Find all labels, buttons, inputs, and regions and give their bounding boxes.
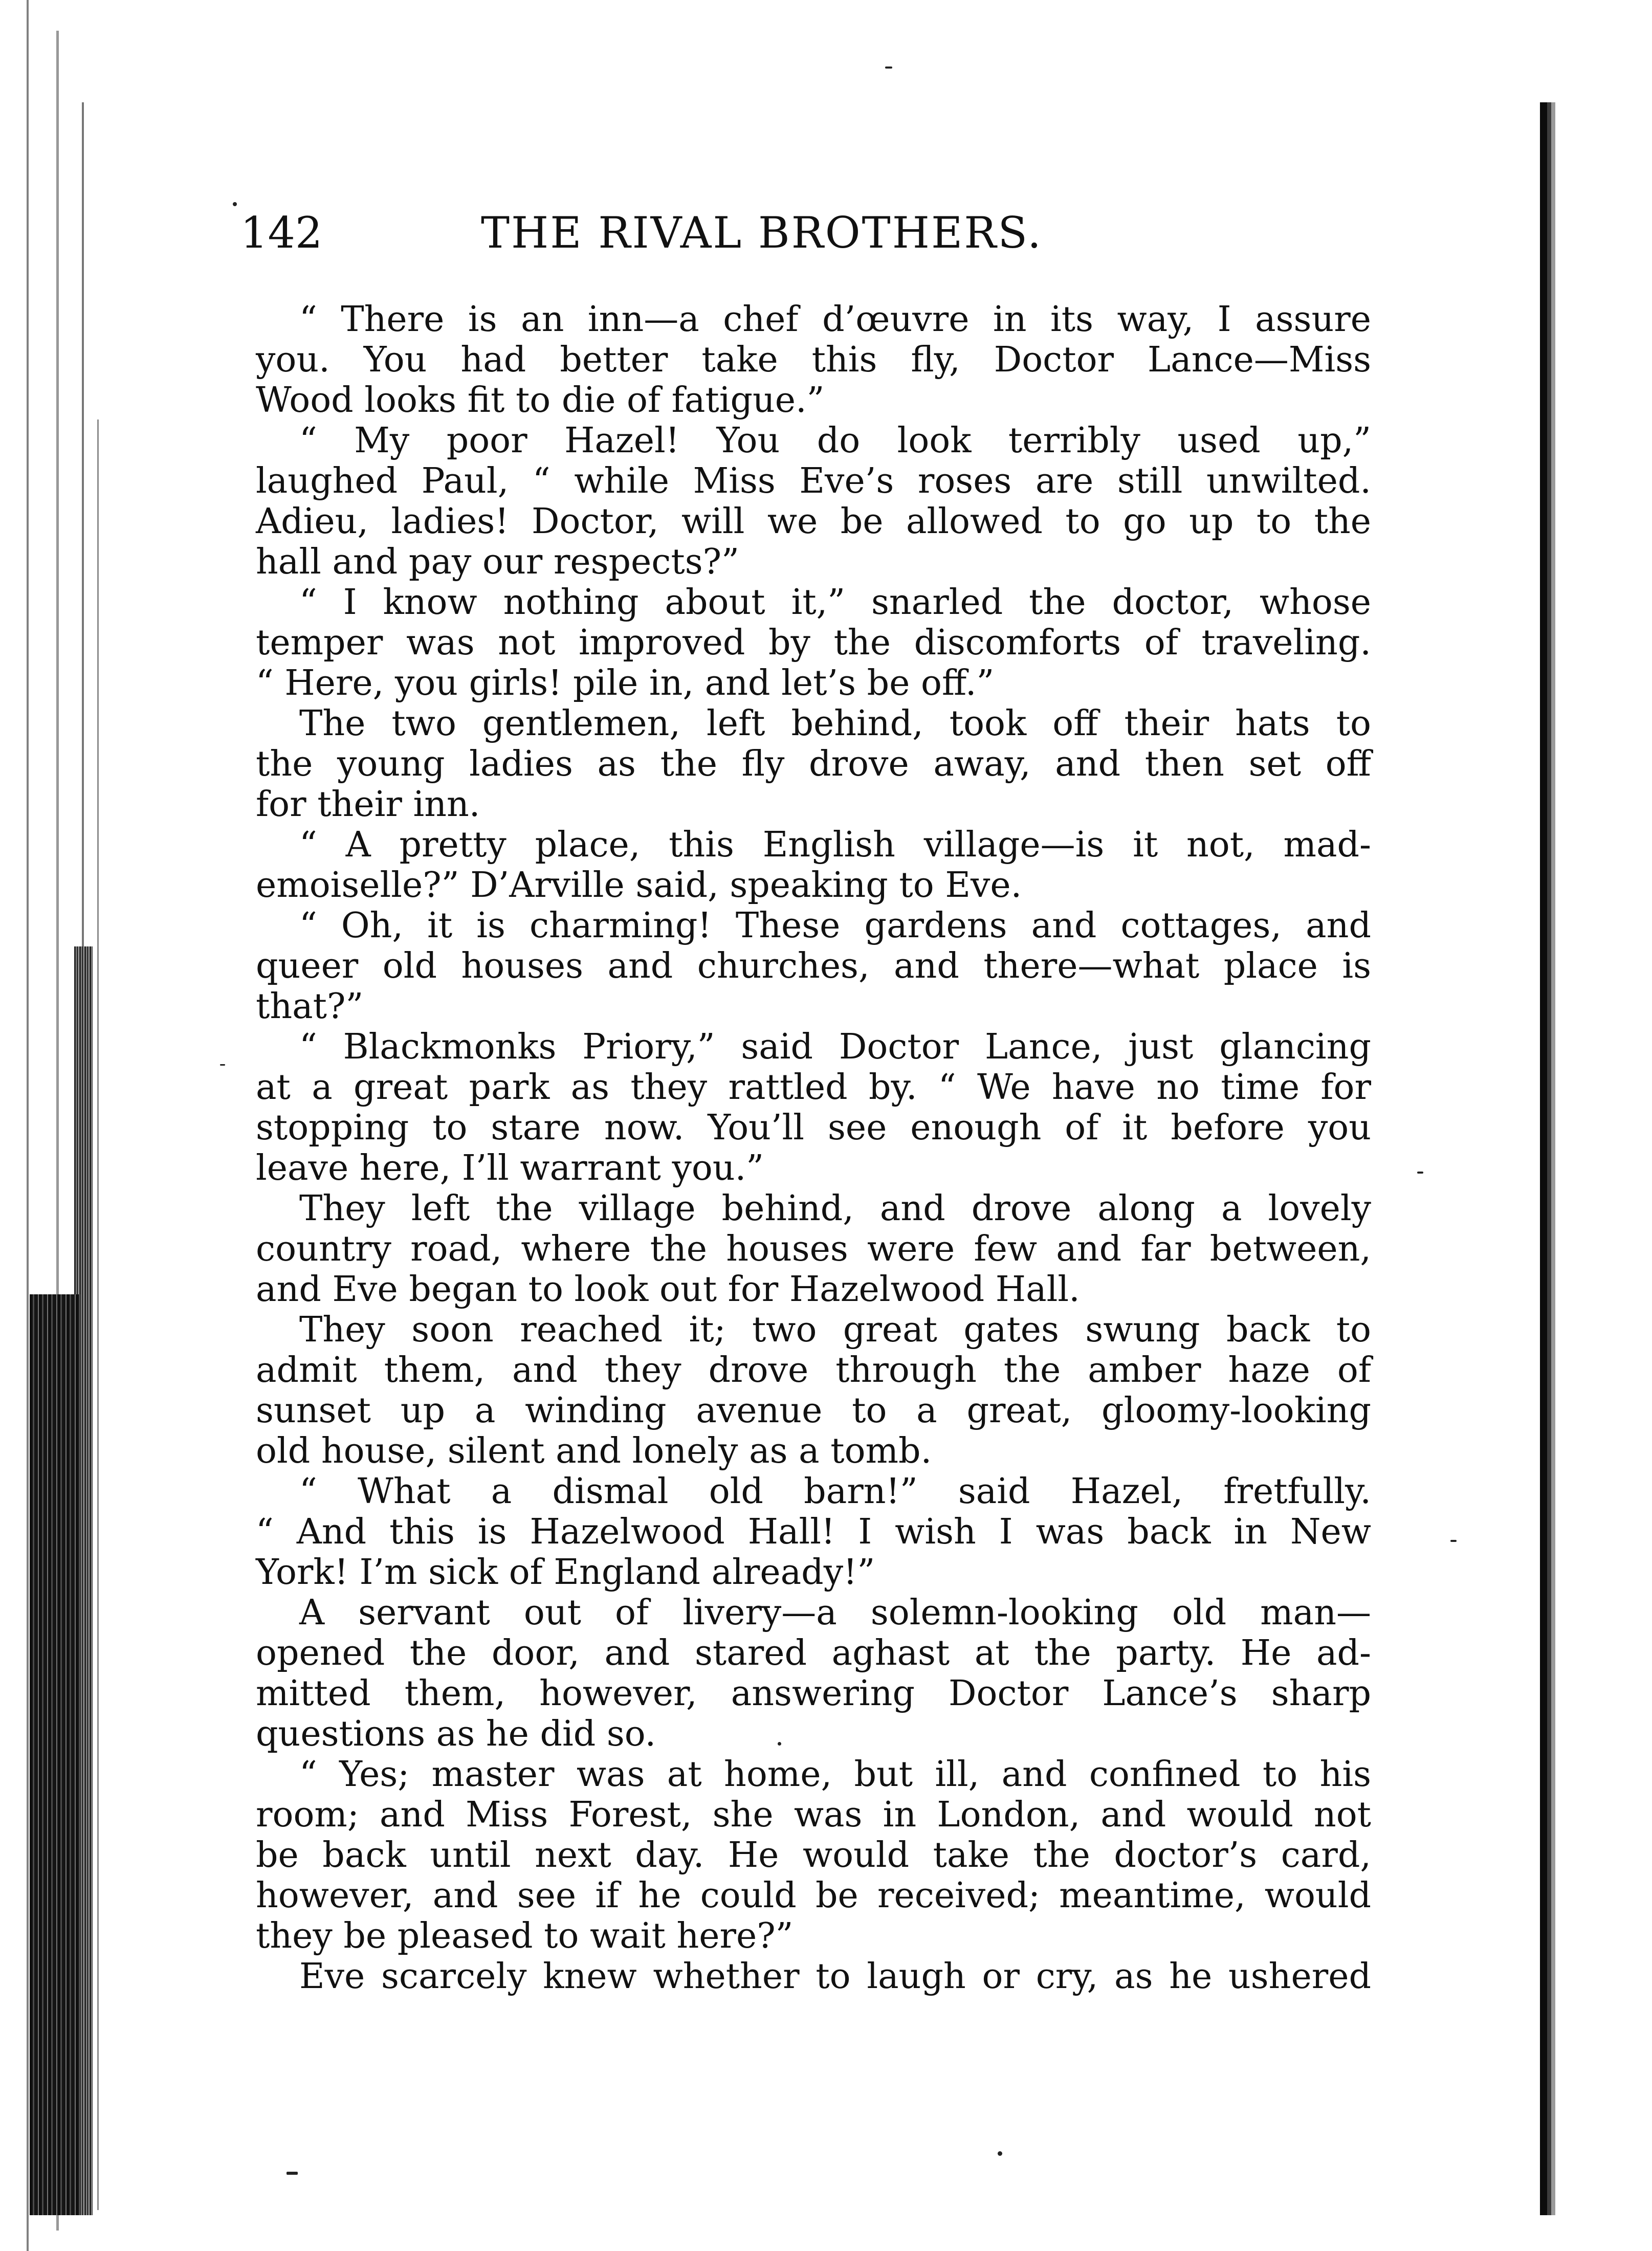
- paragraph: [256, 299, 1371, 421]
- book-title: THE RIVAL BROTHERS.: [481, 208, 1043, 258]
- text-line: queer old houses and churches, and there—what place is: [256, 946, 1371, 986]
- text-line: “ Oh, it is charming! These gardens and cottages, and: [299, 906, 1371, 946]
- text-line: sunset up a winding avenue to a great, gloomy-looking: [256, 1391, 1371, 1431]
- scan-speck: [885, 67, 892, 69]
- text-line: hall and pay our respects?”: [256, 542, 739, 582]
- text-line: “ There is an inn—a chef d’œuvre in its way, I assure: [299, 299, 1371, 340]
- text-line: you. You had better take this fly, Doctor Lance—Miss: [256, 340, 1371, 380]
- paragraph: [256, 1471, 1371, 1593]
- text-line: stopping to stare now. You’ll see enough of it before you: [256, 1108, 1371, 1148]
- text-line: “ Here, you girls! pile in, and let’s be off.”: [256, 663, 995, 703]
- text-line: for their inn.: [256, 784, 480, 825]
- text-line: questions as he did so.: [256, 1714, 656, 1754]
- text-line: York! I’m sick of England already!”: [256, 1552, 875, 1593]
- text-line: A servant out of livery—a solemn-looking old man—: [299, 1593, 1371, 1633]
- text-line: “ What a dismal old barn!” said Hazel, fretfully.: [299, 1471, 1371, 1512]
- scan-right-page-edge: [1540, 102, 1555, 2215]
- text-line: country road, where the houses were few and far between,: [256, 1229, 1371, 1269]
- text-line: “ A pretty place, this English village—is it not, mad-: [299, 825, 1371, 865]
- paragraph: [256, 825, 1371, 906]
- paragraph: [256, 1310, 1371, 1471]
- text-line: Eve scarcely knew whether to laugh or cry, as he ushered: [299, 1956, 1371, 1997]
- text-line: however, and see if he could be received; meantime, would: [256, 1875, 1371, 1916]
- text-line: that?”: [256, 986, 364, 1027]
- text-line: Adieu, ladies! Doctor, will we be allowed to go up to the: [256, 501, 1371, 542]
- scan-speck: [233, 202, 237, 206]
- page-number: 142: [240, 208, 323, 258]
- paragraph: [256, 1188, 1371, 1310]
- text-line: and Eve began to look out for Hazelwood Hall.: [256, 1269, 1080, 1310]
- text-line: “ Blackmonks Priory,” said Doctor Lance, just glancing: [299, 1027, 1371, 1067]
- text-line: be back until next day. He would take the doctor’s card,: [256, 1835, 1371, 1875]
- text-line: admit them, and they drove through the amber haze of: [256, 1350, 1371, 1391]
- text-line: old house, silent and lonely as a tomb.: [256, 1431, 932, 1471]
- running-head: [240, 207, 1120, 269]
- text-line: They soon reached it; two great gates swung back to: [299, 1310, 1371, 1350]
- paragraph: [256, 582, 1371, 703]
- paragraph: [256, 906, 1371, 1027]
- text-line: The two gentlemen, left behind, took off their hats to: [299, 703, 1371, 744]
- text-line: room; and Miss Forest, she was in London, and would not: [256, 1795, 1371, 1835]
- text-line: at a great park as they rattled by. “ We have no time for: [256, 1067, 1371, 1108]
- paragraph: [256, 1754, 1371, 1956]
- scan-speck: [998, 2151, 1002, 2156]
- text-line: temper was not improved by the discomforts of traveling.: [256, 623, 1371, 663]
- text-line: “ My poor Hazel! You do look terribly used up,”: [299, 421, 1371, 461]
- text-line: the young ladies as the fly drove away, and then set off: [256, 744, 1371, 784]
- paragraph: [256, 1956, 1371, 1997]
- scan-speck: [1450, 1540, 1457, 1542]
- text-line: emoiselle?” D’Arville said, speaking to Eve.: [256, 865, 1022, 906]
- text-line: They left the village behind, and drove along a lovely: [299, 1188, 1371, 1229]
- paragraph: [256, 421, 1371, 582]
- text-line: Wood looks fit to die of fatigue.”: [256, 380, 825, 421]
- body-text: [256, 299, 1371, 1997]
- binding-dark-block: [30, 1294, 81, 2215]
- scan-speck: [220, 1064, 225, 1066]
- text-line: laughed Paul, “ while Miss Eve’s roses are still unwilted.: [256, 461, 1371, 501]
- text-line: leave here, I’ll warrant you.”: [256, 1148, 764, 1188]
- text-line: “ I know nothing about it,” snarled the doctor, whose: [299, 582, 1371, 623]
- text-line: “ Yes; master was at home, but ill, and confined to his: [299, 1754, 1371, 1795]
- scan-speck: [778, 1742, 781, 1746]
- text-line: opened the door, and stared aghast at the party. He ad-: [256, 1633, 1371, 1673]
- text-line: “ And this is Hazelwood Hall! I wish I was back in New: [256, 1512, 1371, 1552]
- paragraph: [256, 1027, 1371, 1188]
- paragraph: [256, 703, 1371, 825]
- text-line: mitted them, however, answering Doctor Lance’s sharp: [256, 1673, 1371, 1714]
- paragraph: [256, 1593, 1371, 1754]
- scan-left-binding-edge: [20, 0, 113, 2251]
- scan-speck: [1417, 1172, 1423, 1174]
- text-line: they be pleased to wait here?”: [256, 1916, 794, 1956]
- scan-speck: [287, 2172, 298, 2175]
